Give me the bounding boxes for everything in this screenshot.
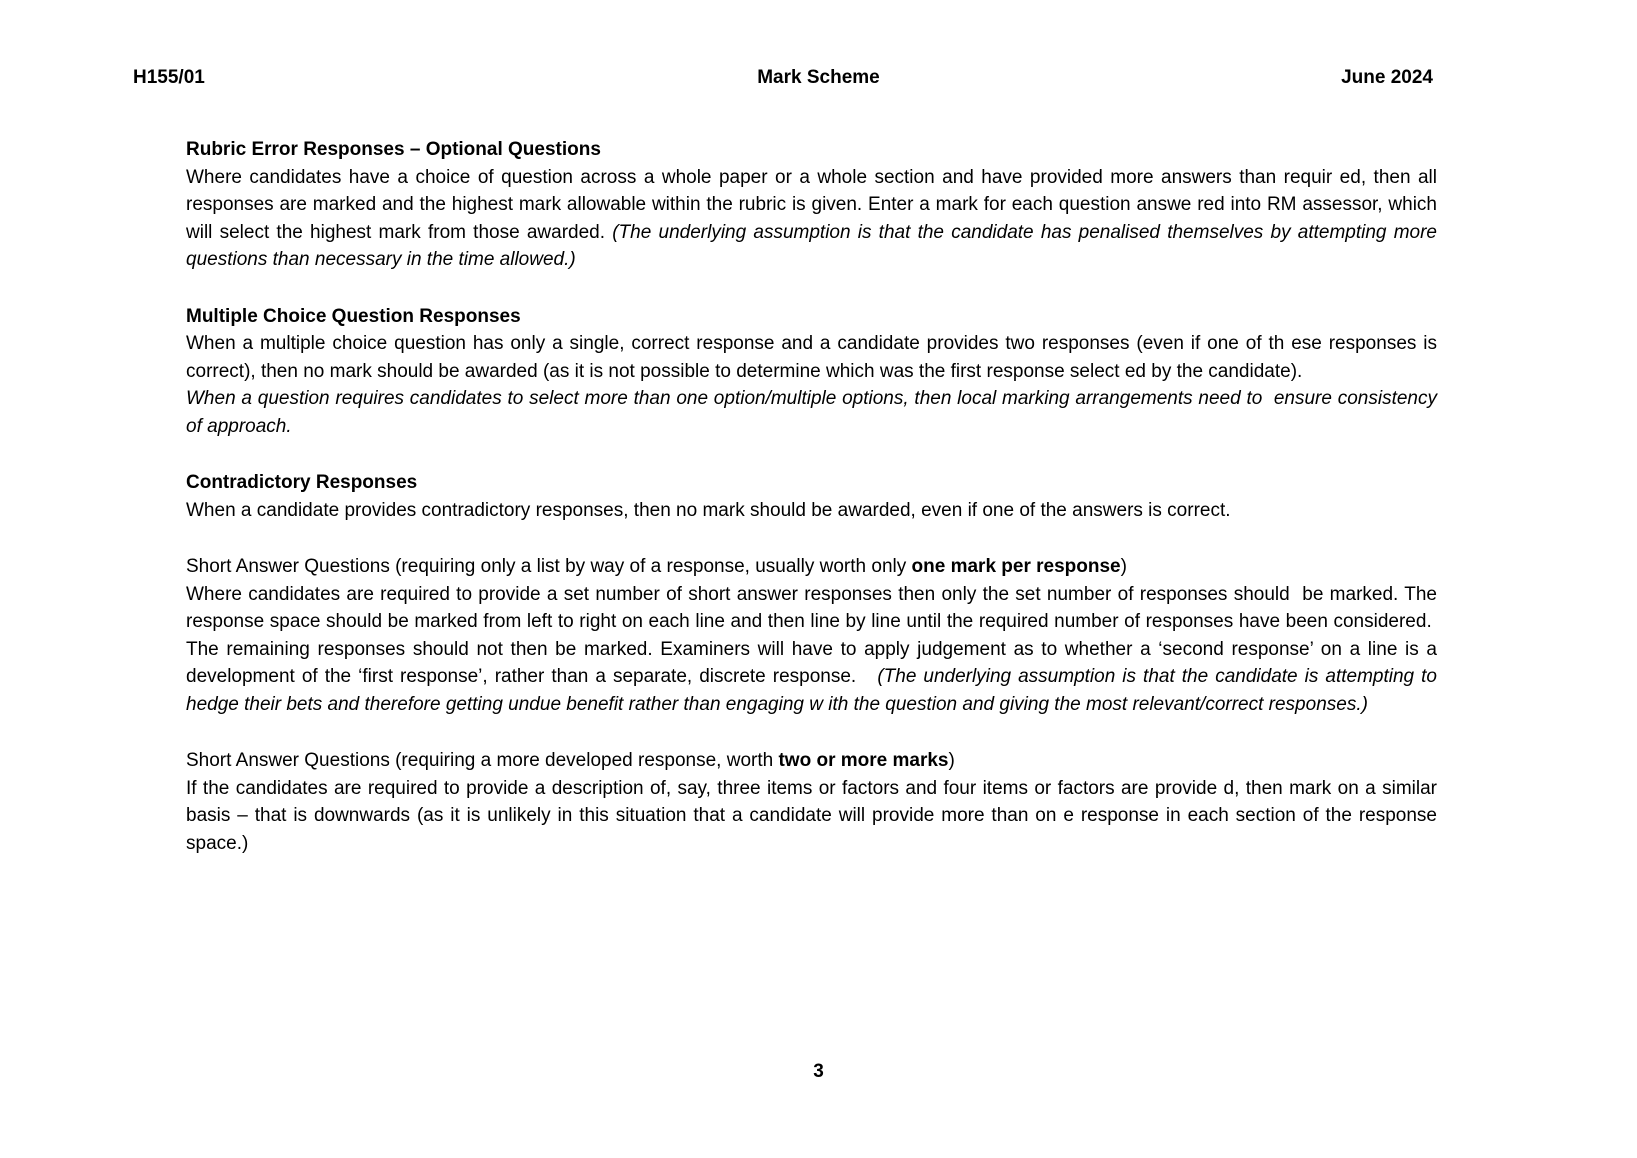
text-run: When a question requires candidates to select more than one option/multiple options, then local marking arrangements need to ensure consistency of approach. [186, 388, 1437, 437]
paragraph [186, 747, 1437, 775]
paragraph [186, 553, 1437, 581]
paragraph [186, 385, 1437, 440]
text-run: ) [948, 750, 955, 771]
section-spacer [186, 440, 1437, 469]
text-run: two or more marks [778, 750, 949, 771]
header-date: June 2024 [1341, 67, 1433, 88]
text-run: When a candidate provides contradictory responses, then no mark should be awarded, even if one of the answers is correct. [186, 499, 1231, 521]
paragraph [186, 581, 1437, 719]
section-heading [186, 303, 1437, 331]
text-run: Multiple Choice Question Responses [186, 305, 521, 327]
text-run: ) [1120, 556, 1127, 577]
text-run: (The underlying assumption is that the candidate is attempting to hedge their bets and therefore getting undue benefit rather than engaging w ith the question and giving the most relevant/correct responses.) [186, 666, 1437, 715]
section-spacer [186, 718, 1437, 747]
text-run: Where candidates are required to provide a set number of short answer responses then only the set number of responses should be marked. The response space should be marked from left to right on each line and then line by line until the required number of responses have been considered. The remaining responses should not then be marked. Examiners will have to apply judgement as to whether a ‘second response’ on a line is a development of the ‘first response’, rather than a separate, discrete response. [186, 583, 1437, 687]
page-number: 3 [813, 1061, 824, 1082]
page-header [0, 64, 1637, 92]
paragraph [186, 775, 1437, 858]
paragraph [186, 497, 1437, 525]
text-run: When a multiple choice question has only a single, correct response and a candidate provides two responses (even if one of th ese responses is correct), then no mark should be awarded (as it is not possible to determine which was the first response select ed by the candidate). [186, 333, 1437, 382]
section-heading [186, 469, 1437, 497]
text-run: one mark per response [911, 556, 1121, 577]
document-body [186, 136, 1437, 857]
section-spacer [186, 524, 1437, 553]
text-run: Short Answer Questions (requiring a more developed response, worth [186, 750, 779, 771]
section-heading [186, 136, 1437, 164]
text-run: (The underlying assumption is that the candidate has penalised themselves by attempting more questions than necessary in the time allowed.) [186, 221, 1437, 270]
text-run: Where candidates have a choice of question across a whole paper or a whole section and have provided more answers than requir ed, then all responses are marked and the highest mark allowable within the rubric is given. Enter a mark for each question answe red into RM assessor, which will select the highest mark from those awarded. [186, 166, 1437, 243]
header-title: Mark Scheme [757, 67, 880, 88]
header-paper-code: H155/01 [133, 67, 205, 88]
paragraph [186, 164, 1437, 274]
text-run: Contradictory Responses [186, 472, 418, 493]
text-run: Short Answer Questions (requiring only a list by way of a response, usually worth only [186, 556, 912, 577]
text-run: If the candidates are required to provide a description of, say, three items or factors and four items or factors are provide d, then mark on a similar basis – that is downwards (as it is unlikely in this situation that a candidate will provide more than on e response in each section of the response space.) [186, 777, 1437, 854]
page-footer [0, 1058, 1637, 1086]
paragraph [186, 330, 1437, 385]
text-run: Rubric Error Responses – Optional Questions [186, 139, 601, 160]
section-spacer [186, 274, 1437, 303]
